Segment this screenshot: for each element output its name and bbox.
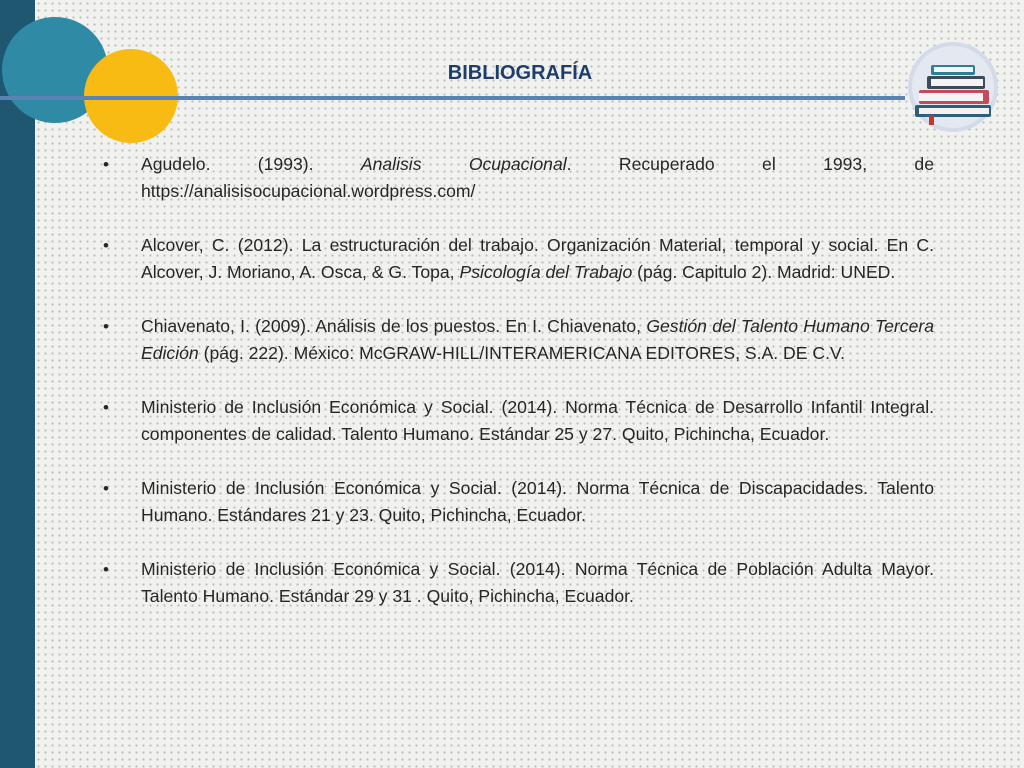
reference-item (100, 313, 934, 367)
reference-text: Ministerio de Inclusión Económica y Social. (2014). Norma Técnica de Población Adulta Mayor. Talento Humano. Estándar 29 y 31 . Quito, Pichincha, Ecuador. (141, 559, 934, 606)
bullet-icon: • (103, 560, 109, 579)
reference-text: Chiavenato, I. (2009). Análisis de los puestos. En I. Chiavenato, (141, 316, 647, 336)
books-icon (907, 41, 999, 133)
reference-item (100, 232, 934, 286)
slide-title: BIBLIOGRAFÍA (447, 62, 593, 84)
reference-title: Psicología del Trabajo (459, 262, 633, 282)
reference-text: Alcover, C. (2012). La estructuración del trabajo. Organización Material, temporal y social. En C. Alcover, J. Moriano, A. Osca, & G. Topa, (141, 235, 934, 282)
reference-text: . Recuperado el 1993, de https://analisisocupacional.wordpress.com/ (141, 154, 934, 201)
reference-text: Agudelo. (1993). (141, 154, 361, 174)
header-rule (0, 96, 905, 100)
bullet-icon: • (103, 236, 109, 255)
bullet-icon: • (103, 317, 109, 336)
bibliography-list (100, 151, 934, 637)
reference-text: (pág. Capitulo 2). Madrid: UNED. (632, 262, 896, 282)
bullet-icon: • (103, 479, 109, 498)
bullet-icon: • (103, 155, 109, 174)
reference-title: Analisis Ocupacional (360, 154, 567, 174)
reference-title: Gestión del Talento Humano Tercera Edición (141, 316, 935, 363)
reference-item (100, 151, 934, 205)
reference-text: (pág. 222). México: McGRAW-HILL/INTERAMERICANA EDITORES, S.A. DE C.V. (198, 343, 845, 363)
reference-text: Ministerio de Inclusión Económica y Social. (2014). Norma Técnica de Discapacidades. Talento Humano. Estándares 21 y 23. Quito, Pichincha, Ecuador. (141, 478, 934, 525)
reference-item (100, 556, 934, 610)
reference-item (100, 475, 934, 529)
bullet-icon: • (103, 398, 109, 417)
reference-item (100, 394, 934, 448)
reference-text: Ministerio de Inclusión Económica y Social. (2014). Norma Técnica de Desarrollo Infantil Integral. componentes de calidad. Talento Humano. Estándar 25 y 27. Quito, Pichincha, Ecuador. (141, 397, 934, 444)
